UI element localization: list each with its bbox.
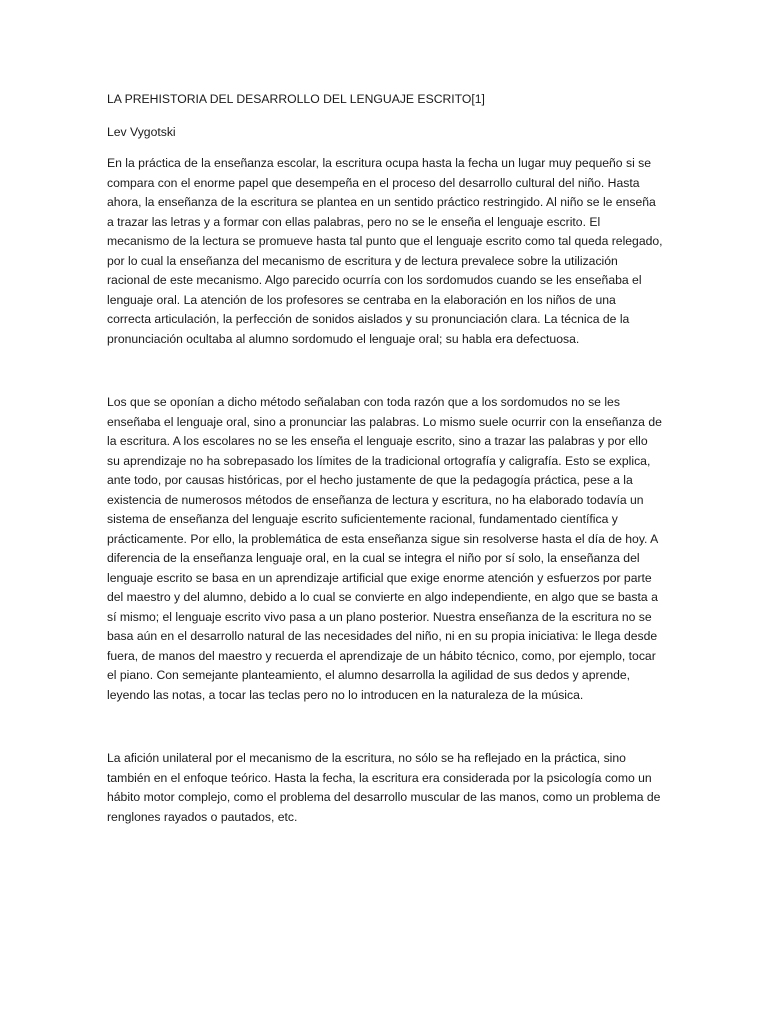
document-title: LA PREHISTORIA DEL DESARROLLO DEL LENGUAJE ESCRITO[1]	[107, 92, 485, 106]
paragraph-1: En la práctica de la enseñanza escolar, la escritura ocupa hasta la fecha un lugar muy pequeño si se compara con el enorme papel que desempeña en el proceso del desarrollo cultural del niño. Hasta ahora, la enseñanza de la escritura se plantea en un sentido práctico restringido. Al niño se le enseña a trazar las letras y a formar con ellas palabras, pero no se le enseña el lenguaje escrito. El mecanismo de la lectura se promueve hasta tal punto que el lenguaje escrito como tal queda relegado, por lo cual la enseñanza del mecanismo de escritura y de lectura prevalece sobre la utilización racional de este mecanismo. Algo parecido ocurría con los sordomudos cuando se les enseñaba el lenguaje oral. La atención de los profesores se centraba en la elaboración en los niños de una correcta articulación, la perfección de sonidos aislados y su pronunciación clara. La técnica de la pronunciación ocultaba al alumno sordomudo el lenguaje oral; su habla era defectuosa.	[107, 156, 663, 346]
document-body	[107, 90, 663, 827]
paragraph-3: La afición unilateral por el mecanismo de la escritura, no sólo se ha reflejado en la práctica, sino también en el enfoque teórico. Hasta la fecha, la escritura era considerada por la psicología como un hábito motor complejo, como el problema del desarrollo muscular de las manos, como un problema de renglones rayados o pautados, etc.	[107, 751, 661, 824]
document-author: Lev Vygotski	[107, 125, 176, 139]
paragraph-2: Los que se oponían a dicho método señalaban con toda razón que a los sordomudos no se les enseñaba el lenguaje oral, sino a pronunciar las palabras. Lo mismo suele ocurrir con la enseñanza de la escritura. A los escolares no se les enseña el lenguaje escrito, sino a trazar las palabras y por ello su aprendizaje no ha sobrepasado los límites de la tradicional ortografía y caligrafía. Esto se explica, ante todo, por causas históricas, por el hecho justamente de que la pedagogía práctica, pese a la existencia de numerosos métodos de enseñanza de lectura y escritura, no ha elaborado todavía un sistema de enseñanza del lenguaje escrito suficientemente racional, fundamentado científica y prácticamente. Por ello, la problemática de esta enseñanza sigue sin resolverse hasta el día de hoy. A diferencia de la enseñanza lenguaje oral, en la cual se integra el niño por sí solo, la enseñanza del lenguaje escrito se basa en un aprendizaje artificial que exige enorme atención y esfuerzos por parte del maestro y del alumno, debido a lo cual se convierte en algo independiente, en algo que se basta a sí mismo; el lenguaje escrito vivo pasa a un plano posterior. Nuestra enseñanza de la escritura no se basa aún en el desarrollo natural de las necesidades del niño, ni en su propia iniciativa: le llega desde fuera, de manos del maestro y recuerda el aprendizaje de un hábito técnico, como, por ejemplo, tocar el piano. Con semejante planteamiento, el alumno desarrolla la agilidad de sus dedos y aprende, leyendo las notas, a tocar las teclas pero no lo introducen en la naturaleza de la música.	[107, 395, 662, 702]
